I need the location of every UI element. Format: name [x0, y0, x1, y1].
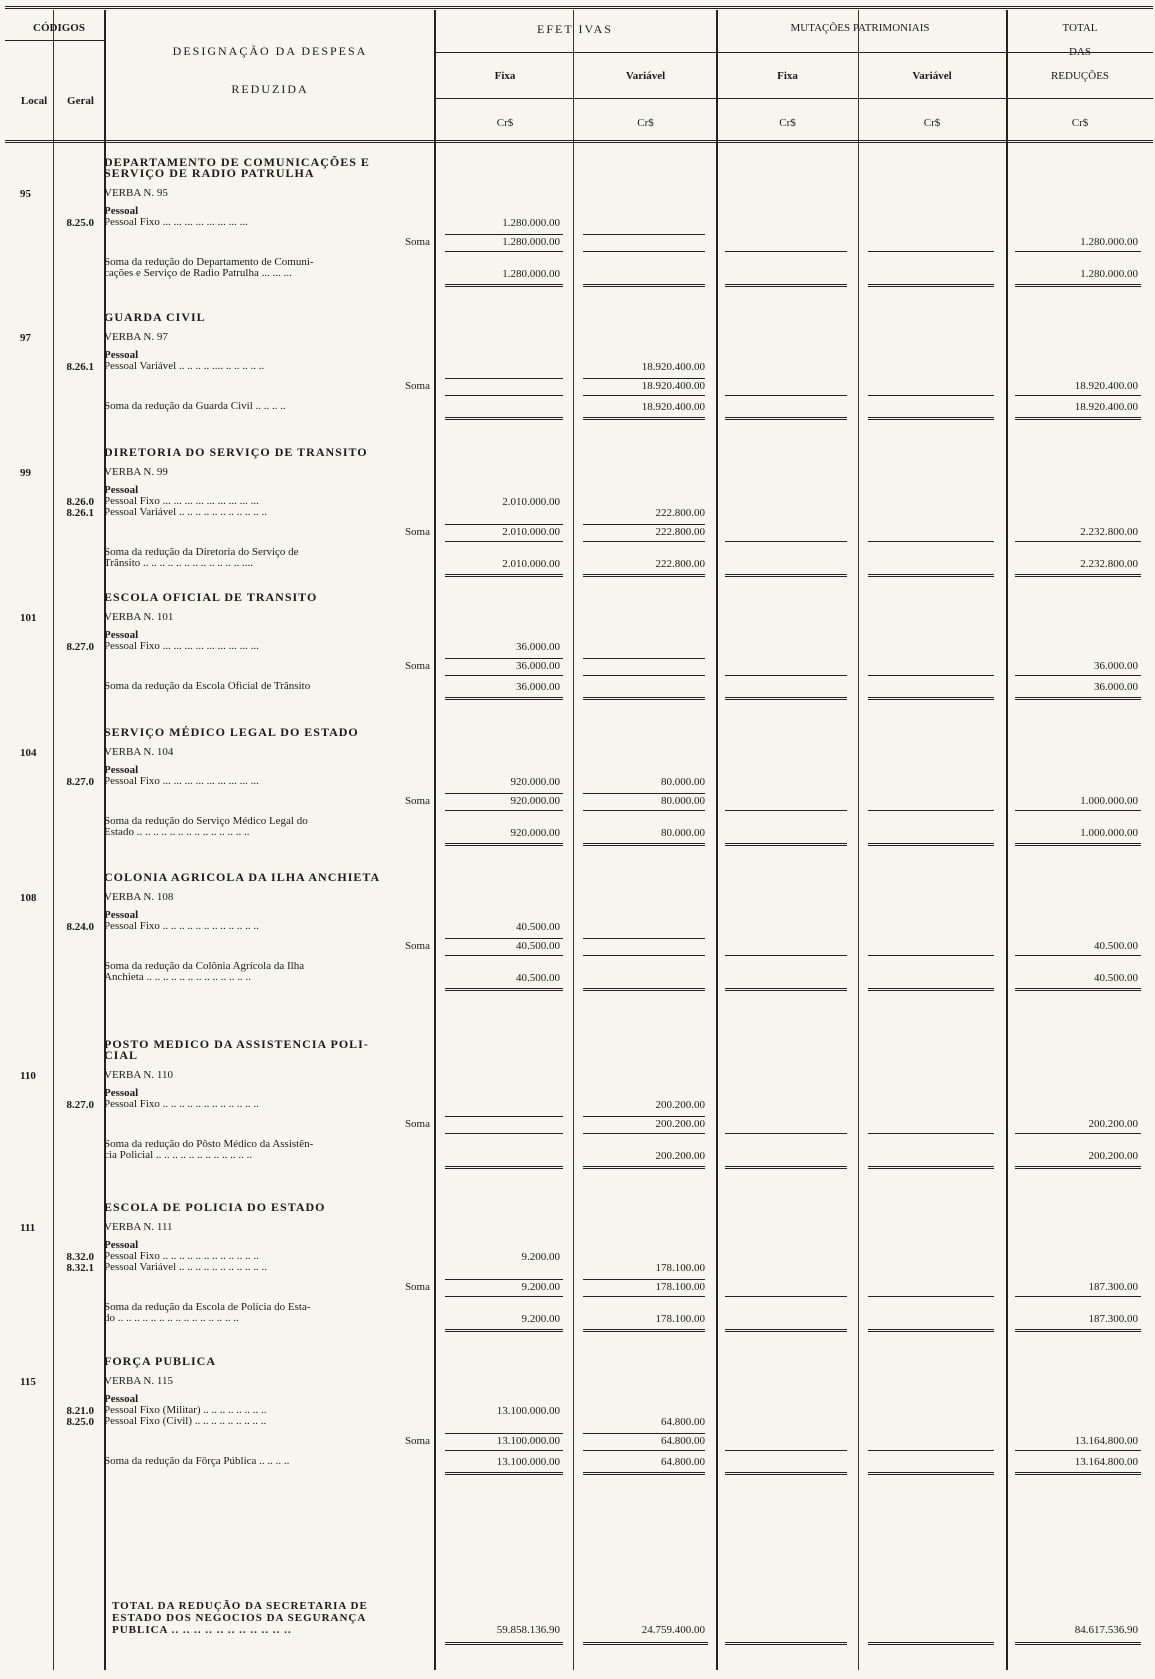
rule-soma-fixa-mut — [725, 810, 847, 811]
item-description: Pessoal Fixo ... ... ... ... ... ... ... ... ... — [104, 495, 259, 507]
local-code: 115 — [20, 1376, 36, 1388]
grand-total-rule-total — [1015, 1642, 1141, 1645]
verba-label: VERBA N. 108 — [104, 891, 174, 903]
rule-soma-fixa-mut — [725, 1133, 847, 1134]
reduction-label: Soma da redução do Pôsto Médico da Assistên- — [104, 1138, 314, 1150]
header-das: DAS — [1068, 46, 1091, 58]
reduction-variavel: 200.200.00 — [655, 1150, 705, 1162]
rule-soma-fixa-mut — [725, 1450, 847, 1451]
col-line-fixa-mut — [858, 10, 859, 1670]
rule-red-fixa — [445, 988, 563, 991]
soma-fixa: 9.200.00 — [521, 1281, 560, 1293]
rule-red-variavel-mut — [868, 284, 994, 287]
rule-red-variavel — [583, 574, 705, 577]
header-reduzida: REDUZIDA — [231, 82, 309, 96]
rule-red-fixa-mut — [725, 284, 847, 287]
verba-label: VERBA N. 97 — [104, 331, 168, 343]
reduction-label: Soma da redução da Escola Oficial de Trânsito — [104, 680, 311, 692]
section-title: COLONIA AGRICOLA DA ILHA ANCHIETA — [104, 870, 381, 884]
reduction-total: 1.000.000.00 — [1080, 827, 1138, 839]
rule-soma-variavel — [583, 1450, 705, 1451]
rule-red-variavel-mut — [868, 1329, 994, 1332]
rule-red-total — [1015, 697, 1141, 700]
rule-red-total — [1015, 843, 1141, 846]
item-fixa: 36.000.00 — [516, 641, 560, 653]
rule-before-soma-variavel — [583, 234, 705, 235]
reduction-variavel: 80.000.00 — [661, 827, 705, 839]
grand-total-line1: TOTAL DA REDUÇÃO DA SECRETARIA DE — [112, 1600, 368, 1612]
top-border — [5, 6, 1153, 9]
rule-soma-total — [1015, 675, 1141, 676]
item-variavel: 200.200.00 — [655, 1099, 705, 1111]
reduction-fixa: 9.200.00 — [521, 1313, 560, 1325]
rule-red-fixa-mut — [725, 1166, 847, 1169]
soma-label: Soma — [404, 526, 430, 538]
verba-label: VERBA N. 95 — [104, 187, 168, 199]
rule-soma-variavel-mut — [868, 810, 994, 811]
reduction-label-cont: Anchieta .. .. .. .. .. .. .. .. .. .. .. .. .. — [104, 971, 251, 983]
rule-soma-fixa-mut — [725, 395, 847, 396]
rule-red-variavel-mut — [868, 843, 994, 846]
col-line-variavel — [716, 10, 718, 1670]
soma-fixa: 1.280.000.00 — [502, 236, 560, 248]
rule-soma-total — [1015, 541, 1141, 542]
soma-fixa: 920.000.00 — [510, 795, 560, 807]
rule-red-fixa-mut — [725, 843, 847, 846]
rule-red-fixa-mut — [725, 1472, 847, 1475]
reduction-label-cont: cia Policial .. .. .. .. .. .. .. .. .. .. .. .. — [104, 1149, 253, 1161]
rule-before-soma-fixa — [445, 524, 563, 525]
rule-before-soma-fixa — [445, 378, 563, 379]
geral-code: 8.26.0 — [66, 496, 94, 508]
rule-red-fixa — [445, 697, 563, 700]
rule-soma-total — [1015, 1133, 1141, 1134]
currency-fixa: Cr$ — [496, 117, 514, 129]
rule-red-fixa — [445, 1472, 563, 1475]
item-description: Pessoal Variável .. .. .. .. .. .. .. .. .. .. .. — [104, 1261, 267, 1273]
rule-soma-variavel — [583, 251, 705, 252]
rule-before-soma-variavel — [583, 793, 705, 794]
item-fixa: 1.280.000.00 — [502, 217, 560, 229]
rule-red-fixa — [445, 1166, 563, 1169]
item-description: Pessoal Variável .. .. .. .. .... .. .. .. .. .. — [104, 360, 265, 372]
soma-label: Soma — [404, 1118, 430, 1130]
soma-total: 200.200.00 — [1088, 1118, 1138, 1130]
section-title: POSTO MEDICO DA ASSISTENCIA POLI- — [104, 1037, 369, 1051]
rule-soma-fixa — [445, 675, 563, 676]
reduction-fixa: 2.010.000.00 — [502, 558, 560, 570]
rule-before-soma-variavel — [583, 1279, 705, 1280]
grand-total-fixa: 59.858.136.90 — [496, 1624, 560, 1636]
soma-variavel: 178.100.00 — [655, 1281, 705, 1293]
header-fixa-mut: Fixa — [777, 70, 798, 82]
geral-code: 8.24.0 — [66, 921, 94, 933]
grand-total-rule-fixa-mut — [725, 1642, 847, 1645]
verba-label: VERBA N. 111 — [104, 1221, 173, 1233]
grand-total-variavel: 24.759.400.00 — [641, 1624, 705, 1636]
rule-red-total — [1015, 417, 1141, 420]
pessoal-label: Pessoal — [104, 909, 139, 921]
item-fixa: 9.200.00 — [521, 1251, 560, 1263]
geral-code: 8.26.1 — [66, 507, 94, 519]
rule-soma-fixa — [445, 1296, 563, 1297]
rule-before-soma-variavel — [583, 524, 705, 525]
header-mutacoes: MUTAÇÕES PATRIMONIAIS — [790, 22, 930, 34]
rule-soma-fixa — [445, 955, 563, 956]
rule-red-fixa-mut — [725, 574, 847, 577]
geral-code: 8.25.0 — [66, 1416, 94, 1428]
local-code: 99 — [20, 467, 31, 479]
geral-code: 8.27.0 — [66, 776, 94, 788]
rule-soma-variavel-mut — [868, 1133, 994, 1134]
header-designacao: DESIGNAÇÃO DA DESPESA — [172, 44, 368, 58]
reduction-fixa: 1.280.000.00 — [502, 268, 560, 280]
rule-soma-fixa — [445, 1450, 563, 1451]
verba-label: VERBA N. 115 — [104, 1375, 173, 1387]
section-title: SERVIÇO MÉDICO LEGAL DO ESTADO — [104, 725, 359, 739]
currency-variavel-mut: Cr$ — [923, 117, 941, 129]
geral-code: 8.26.1 — [66, 361, 94, 373]
reduction-total: 187.300.00 — [1088, 1313, 1138, 1325]
rule-red-total — [1015, 284, 1141, 287]
local-code: 108 — [20, 892, 37, 904]
reduction-label: Soma da redução da Guarda Civil .. .. .. .. — [104, 400, 286, 412]
rule-soma-fixa-mut — [725, 1296, 847, 1297]
pessoal-label: Pessoal — [104, 629, 139, 641]
verba-label: VERBA N. 101 — [104, 611, 174, 623]
local-code: 95 — [20, 188, 31, 200]
rule-soma-variavel — [583, 675, 705, 676]
soma-fixa: 13.100.000.00 — [496, 1435, 560, 1447]
geral-code: 8.27.0 — [66, 1099, 94, 1111]
reduction-fixa: 13.100.000.00 — [496, 1456, 560, 1468]
currency-total: Cr$ — [1071, 117, 1089, 129]
rule-soma-variavel — [583, 1133, 705, 1134]
header-variavel: Variável — [625, 70, 666, 82]
rule-red-variavel — [583, 697, 705, 700]
soma-fixa: 36.000.00 — [516, 660, 560, 672]
rule-red-total — [1015, 574, 1141, 577]
reduction-label: Soma da redução da Colônia Agrícola da Ilha — [104, 960, 305, 972]
rule-soma-total — [1015, 955, 1141, 956]
reduction-label: Soma da redução do Serviço Médico Legal do — [104, 815, 308, 827]
soma-variavel: 18.920.400.00 — [641, 380, 705, 392]
pessoal-label: Pessoal — [104, 1239, 139, 1251]
rule-before-soma-variavel — [583, 658, 705, 659]
soma-variavel: 200.200.00 — [655, 1118, 705, 1130]
rule-red-variavel — [583, 1472, 705, 1475]
rule-red-total — [1015, 1472, 1141, 1475]
soma-fixa: 2.010.000.00 — [502, 526, 560, 538]
rule-red-fixa — [445, 574, 563, 577]
local-code: 104 — [20, 747, 37, 759]
item-description: Pessoal Variável .. .. .. .. .. .. .. .. .. .. .. — [104, 506, 267, 518]
rule-red-fixa-mut — [725, 697, 847, 700]
reduction-variavel: 64.800.00 — [661, 1456, 705, 1468]
col-line-fixa — [573, 10, 574, 1670]
soma-total: 13.164.800.00 — [1074, 1435, 1138, 1447]
rule-soma-variavel-mut — [868, 1296, 994, 1297]
pessoal-label: Pessoal — [104, 205, 139, 217]
grand-total-line2: ESTADO DOS NEGOCIOS DA SEGURANÇA — [112, 1612, 367, 1624]
rule-soma-fixa — [445, 1133, 563, 1134]
local-code: 97 — [20, 332, 31, 344]
item-fixa: 40.500.00 — [516, 921, 560, 933]
section-title: ESCOLA OFICIAL DE TRANSITO — [104, 590, 318, 604]
rule-red-total — [1015, 988, 1141, 991]
rule-red-fixa — [445, 843, 563, 846]
rule-red-fixa-mut — [725, 988, 847, 991]
rule-soma-variavel-mut — [868, 1450, 994, 1451]
rule-red-variavel — [583, 843, 705, 846]
section-title-cont: SERVIÇO DE RADIO PATRULHA — [104, 166, 315, 180]
soma-total: 2.232.800.00 — [1080, 526, 1138, 538]
item-variavel: 222.800.00 — [655, 507, 705, 519]
rule-before-soma-fixa — [445, 1279, 563, 1280]
rule-soma-variavel — [583, 955, 705, 956]
rule-red-variavel-mut — [868, 1472, 994, 1475]
soma-variavel: 222.800.00 — [655, 526, 705, 538]
rule-before-soma-fixa — [445, 793, 563, 794]
rule-soma-variavel-mut — [868, 955, 994, 956]
reduction-variavel: 18.920.400.00 — [641, 401, 705, 413]
soma-total: 36.000.00 — [1094, 660, 1138, 672]
soma-fixa: 40.500.00 — [516, 940, 560, 952]
geral-code: 8.27.0 — [66, 641, 94, 653]
soma-label: Soma — [404, 1435, 430, 1447]
item-variavel: 18.920.400.00 — [641, 361, 705, 373]
pessoal-label: Pessoal — [104, 349, 139, 361]
reduction-total: 2.232.800.00 — [1080, 558, 1138, 570]
rule-before-soma-variavel — [583, 378, 705, 379]
rule-before-soma-variavel — [583, 1433, 705, 1434]
rule-soma-variavel — [583, 1296, 705, 1297]
rule-red-fixa-mut — [725, 417, 847, 420]
rule-soma-variavel-mut — [868, 395, 994, 396]
rule-before-soma-fixa — [445, 234, 563, 235]
item-description: Pessoal Fixo ... ... ... ... ... ... ... ... ... — [104, 640, 259, 652]
rule-red-total — [1015, 1166, 1141, 1169]
soma-label: Soma — [404, 795, 430, 807]
item-description: Pessoal Fixo .. .. .. .. .. .. .. .. .. .. .. .. — [104, 1250, 259, 1262]
verba-label: VERBA N. 110 — [104, 1069, 173, 1081]
grand-total-rule-fixa — [445, 1642, 563, 1645]
reduction-label: Soma da redução do Departamento de Comuni- — [104, 256, 314, 268]
reduction-total: 40.500.00 — [1094, 972, 1138, 984]
verba-label: VERBA N. 104 — [104, 746, 174, 758]
header-local: Local — [20, 95, 48, 107]
item-variavel: 178.100.00 — [655, 1262, 705, 1274]
geral-code: 8.25.0 — [66, 217, 94, 229]
rule-red-variavel-mut — [868, 574, 994, 577]
rule-soma-total — [1015, 1296, 1141, 1297]
geral-code: 8.21.0 — [66, 1405, 94, 1417]
rule-soma-fixa-mut — [725, 251, 847, 252]
header-rule-low — [435, 98, 1153, 99]
soma-label: Soma — [404, 1281, 430, 1293]
reduction-fixa: 40.500.00 — [516, 972, 560, 984]
header-codigos: CÓDIGOS — [33, 22, 85, 34]
soma-variavel: 64.800.00 — [661, 1435, 705, 1447]
header-rule-codigos — [5, 40, 105, 41]
rule-soma-total — [1015, 395, 1141, 396]
soma-total: 187.300.00 — [1088, 1281, 1138, 1293]
reduction-label-cont: Estado .. .. .. .. .. .. .. .. .. .. .. .. .. .. — [104, 826, 250, 838]
reduction-label: Soma da redução da Escola de Polícia do Esta- — [104, 1301, 311, 1313]
header-bottom-border — [5, 140, 1153, 143]
rule-before-soma-fixa — [445, 938, 563, 939]
header-rule-mid — [435, 52, 1153, 53]
soma-variavel: 80.000.00 — [661, 795, 705, 807]
grand-total-rule-variavel-mut — [868, 1642, 994, 1645]
local-code: 110 — [20, 1070, 36, 1082]
reduction-variavel: 222.800.00 — [655, 558, 705, 570]
item-description: Pessoal Fixo ... ... ... ... ... ... ... ... ... — [104, 775, 259, 787]
rule-before-soma-variavel — [583, 1116, 705, 1117]
item-description: Pessoal Fixo (Civil) .. .. .. .. .. .. .. .. .. — [104, 1415, 267, 1427]
item-description: Pessoal Fixo (Militar) .. .. .. .. .. .. .. .. — [104, 1404, 267, 1416]
header-reducoes: REDUÇÕES — [1050, 70, 1110, 82]
rule-soma-variavel-mut — [868, 251, 994, 252]
rule-soma-total — [1015, 1450, 1141, 1451]
rule-red-variavel-mut — [868, 697, 994, 700]
reduction-variavel: 178.100.00 — [655, 1313, 705, 1325]
rule-soma-fixa — [445, 395, 563, 396]
rule-soma-variavel — [583, 810, 705, 811]
reduction-total: 13.164.800.00 — [1074, 1456, 1138, 1468]
header-variavel-mut: Variável — [912, 70, 952, 82]
geral-code: 8.32.0 — [66, 1251, 94, 1263]
soma-label: Soma — [404, 660, 430, 672]
col-line-variavel-mut — [1006, 10, 1008, 1670]
soma-total: 1.000.000.00 — [1080, 795, 1138, 807]
rule-soma-variavel — [583, 395, 705, 396]
item-description: Pessoal Fixo ... ... ... ... ... ... ... ... — [104, 216, 248, 228]
rule-before-soma-fixa — [445, 1433, 563, 1434]
grand-total-total: 84.617.536.90 — [1074, 1624, 1138, 1636]
rule-soma-fixa-mut — [725, 541, 847, 542]
rule-soma-fixa-mut — [725, 675, 847, 676]
item-description: Pessoal Fixo .. .. .. .. .. .. .. .. .. .. .. .. — [104, 1098, 259, 1110]
rule-soma-variavel-mut — [868, 541, 994, 542]
local-code: 111 — [20, 1222, 36, 1234]
currency-variavel: Cr$ — [637, 117, 654, 129]
rule-soma-fixa — [445, 541, 563, 542]
item-variavel: 80.000.00 — [661, 776, 705, 788]
rule-red-variavel — [583, 284, 705, 287]
rule-before-soma-variavel — [583, 938, 705, 939]
header-total: TOTAL — [1062, 22, 1098, 34]
section-title: ESCOLA DE POLICIA DO ESTADO — [104, 1200, 326, 1214]
soma-label: Soma — [404, 380, 430, 392]
rule-soma-variavel-mut — [868, 675, 994, 676]
pessoal-label: Pessoal — [104, 1393, 139, 1405]
reduction-total: 36.000.00 — [1094, 681, 1138, 693]
section-title: GUARDA CIVIL — [104, 310, 206, 324]
section-title: DEPARTAMENTO DE COMUNICAÇÕES E — [104, 155, 370, 169]
rule-soma-total — [1015, 810, 1141, 811]
rule-before-soma-fixa — [445, 1116, 563, 1117]
section-title-cont: CIAL — [104, 1048, 139, 1062]
rule-red-variavel — [583, 417, 705, 420]
rule-soma-fixa-mut — [725, 955, 847, 956]
section-title: FORÇA PUBLICA — [104, 1354, 217, 1368]
reduction-total: 1.280.000.00 — [1080, 268, 1138, 280]
pessoal-label: Pessoal — [104, 1087, 139, 1099]
rule-red-fixa — [445, 1329, 563, 1332]
soma-total: 40.500.00 — [1094, 940, 1138, 952]
soma-total: 18.920.400.00 — [1074, 380, 1138, 392]
reduction-fixa: 36.000.00 — [516, 681, 560, 693]
item-fixa: 2.010.000.00 — [502, 496, 560, 508]
rule-soma-fixa — [445, 251, 563, 252]
reduction-total: 200.200.00 — [1088, 1150, 1138, 1162]
pessoal-label: Pessoal — [104, 764, 139, 776]
rule-red-fixa — [445, 417, 563, 420]
reduction-total: 18.920.400.00 — [1074, 401, 1138, 413]
reduction-fixa: 920.000.00 — [510, 827, 560, 839]
geral-code: 8.32.1 — [66, 1262, 94, 1274]
reduction-label-cont: Trânsito .. .. .. .. .. .. .. .. .. .. .. .. .... — [104, 557, 254, 569]
rule-red-variavel-mut — [868, 417, 994, 420]
rule-red-fixa — [445, 284, 563, 287]
verba-label: VERBA N. 99 — [104, 466, 168, 478]
soma-label: Soma — [404, 236, 430, 248]
header-geral: Geral — [67, 95, 94, 107]
soma-total: 1.280.000.00 — [1080, 236, 1138, 248]
item-fixa: 13.100.000.00 — [496, 1405, 560, 1417]
rule-soma-variavel — [583, 541, 705, 542]
soma-label: Soma — [404, 940, 430, 952]
reduction-label: Soma da redução da Fôrça Pública .. .. .. .. — [104, 1455, 290, 1467]
col-line-designacao — [434, 10, 436, 1670]
rule-red-variavel — [583, 988, 705, 991]
rule-soma-total — [1015, 251, 1141, 252]
grand-total-rule-variavel — [583, 1642, 708, 1645]
header-efetivas: EFET IVAS — [537, 22, 613, 36]
item-description: Pessoal Fixo .. .. .. .. .. .. .. .. .. .. .. .. — [104, 920, 259, 932]
grand-total-line3: PUBLICA .. .. .. .. .. .. .. .. .. .. .. — [112, 1624, 292, 1636]
rule-red-total — [1015, 1329, 1141, 1332]
reduction-label: Soma da redução da Diretoria do Serviço de — [104, 546, 299, 558]
rule-red-fixa-mut — [725, 1329, 847, 1332]
section-title: DIRETORIA DO SERVIÇO DE TRANSITO — [104, 445, 368, 459]
rule-before-soma-fixa — [445, 658, 563, 659]
reduction-label-cont: cações e Serviço de Radio Patrulha ... ... ... — [104, 267, 292, 279]
header-fixa: Fixa — [494, 70, 516, 82]
rule-red-variavel-mut — [868, 988, 994, 991]
item-variavel: 64.800.00 — [661, 1416, 705, 1428]
rule-red-variavel — [583, 1329, 705, 1332]
currency-fixa-mut: Cr$ — [779, 117, 796, 129]
rule-red-variavel-mut — [868, 1166, 994, 1169]
pessoal-label: Pessoal — [104, 484, 139, 496]
reduction-label-cont: do .. .. .. .. .. .. .. .. .. .. .. .. .. .. .. — [104, 1312, 239, 1324]
rule-soma-fixa — [445, 810, 563, 811]
rule-red-variavel — [583, 1166, 705, 1169]
item-fixa: 920.000.00 — [510, 776, 560, 788]
local-code: 101 — [20, 612, 37, 624]
